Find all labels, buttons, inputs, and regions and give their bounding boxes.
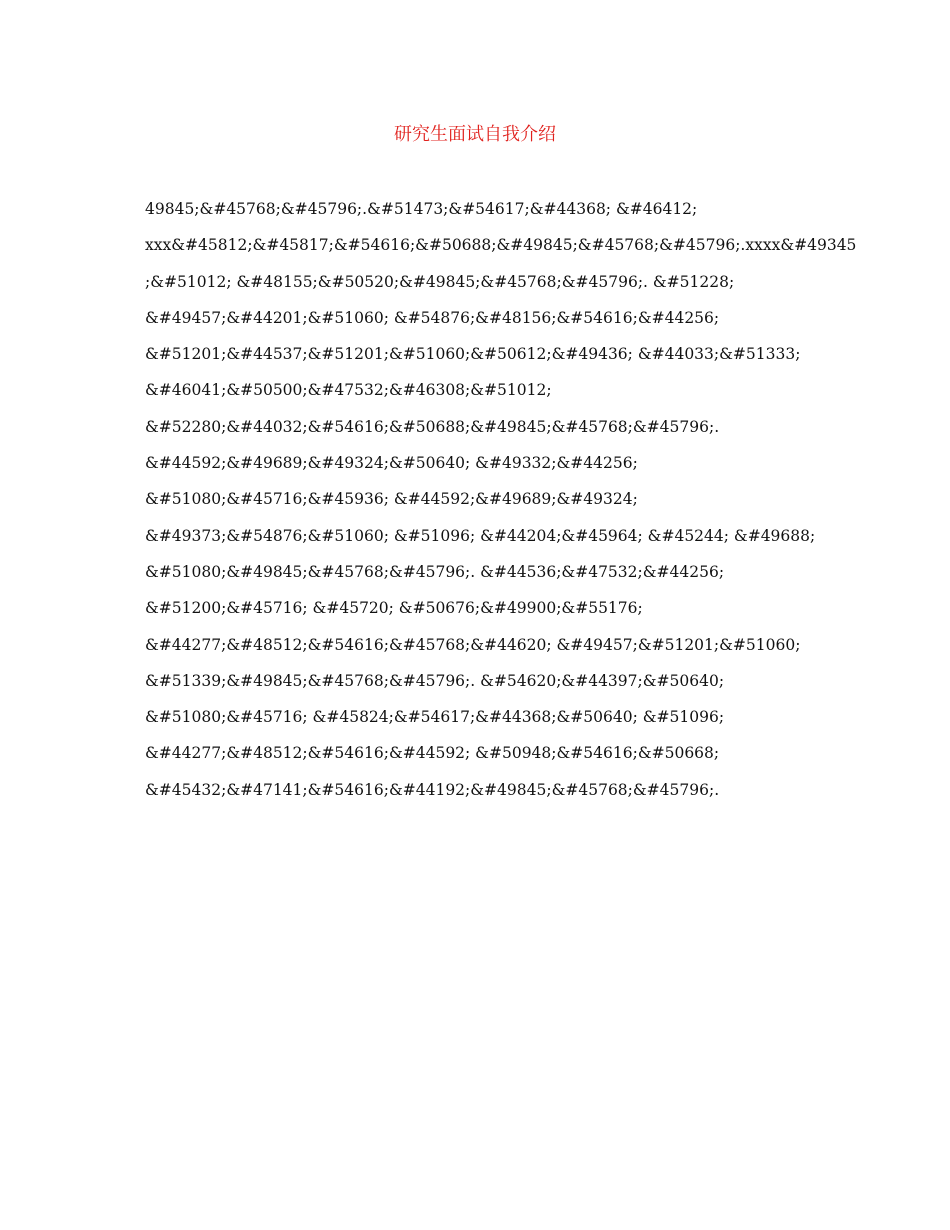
body-line: &#44592;&#49689;&#49324;&#50640; &#49332;&#44256; bbox=[145, 454, 638, 473]
body-line: &#44277;&#48512;&#54616;&#45768;&#44620; &#49457;&#51201;&#51060; bbox=[145, 635, 801, 654]
body-line: &#51339;&#49845;&#45768;&#45796;. &#54620;&#44397;&#50640; bbox=[145, 671, 725, 690]
body-line: 49845;&#45768;&#45796;.&#51473;&#54617;&#44368; &#46412; bbox=[145, 200, 698, 218]
body-line: &#51080;&#45716; &#45824;&#54617;&#44368;&#50640; &#51096; bbox=[145, 708, 725, 727]
body-line: &#45432;&#47141;&#54616;&#44192;&#49845;&#45768;&#45796;. bbox=[145, 780, 720, 799]
body-line: &#49457;&#44201;&#51060; &#54876;&#48156;&#54616;&#44256; bbox=[145, 308, 720, 327]
body-line: &#51080;&#49845;&#45768;&#45796;. &#44536;&#47532;&#44256; bbox=[145, 562, 725, 581]
document-title: 研究生面试自我介绍 bbox=[394, 124, 556, 145]
body-line: ;&#51012; &#48155;&#50520;&#49845;&#45768;&#45796;. &#51228; bbox=[145, 272, 735, 291]
body-line: &#49373;&#54876;&#51060; &#51096; &#44204;&#45964; &#45244; &#49688; bbox=[145, 526, 816, 545]
body-line: &#52280;&#44032;&#54616;&#50688;&#49845;&#45768;&#45796;. bbox=[145, 417, 720, 436]
body-line: &#44277;&#48512;&#54616;&#44592; &#50948;&#54616;&#50668; bbox=[145, 744, 720, 763]
body-line: &#51201;&#44537;&#51201;&#51060;&#50612;&#49436; &#44033;&#51333; bbox=[145, 345, 801, 364]
body-line: &#51200;&#45716; &#45720; &#50676;&#49900;&#55176; bbox=[145, 599, 643, 618]
document-body bbox=[145, 196, 857, 813]
body-line: xxx&#45812;&#45817;&#54616;&#50688;&#49845;&#45768;&#45796;.xxxx&#49345 bbox=[145, 236, 857, 255]
body-line: &#51080;&#45716;&#45936; &#44592;&#49689;&#49324; bbox=[145, 490, 638, 509]
body-line: &#46041;&#50500;&#47532;&#46308;&#51012; bbox=[145, 381, 552, 400]
